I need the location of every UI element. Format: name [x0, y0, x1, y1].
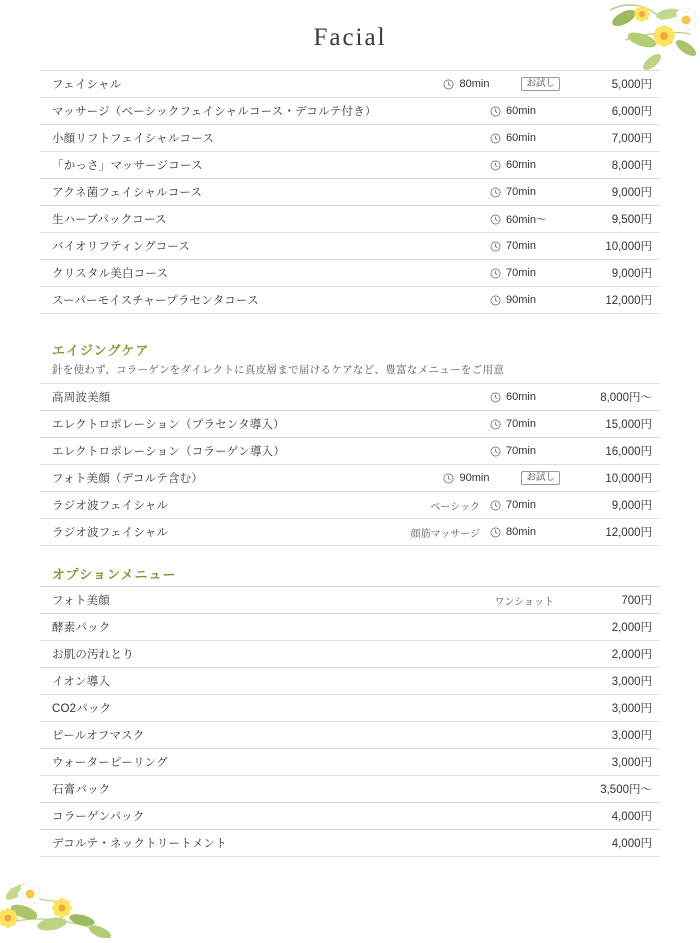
- menu-item-name: イオン導入: [52, 676, 111, 688]
- duration-text: 90min: [459, 472, 490, 484]
- clock-icon: [490, 446, 501, 457]
- menu-item-name: お肌の汚れとり: [52, 649, 134, 661]
- menu-item-price: 3,500円〜: [600, 784, 652, 796]
- duration-text: 70min: [506, 499, 536, 511]
- menu-row[interactable]: [40, 722, 660, 749]
- menu-item-price: 9,500円: [611, 214, 652, 226]
- menu-item-price: 3,000円: [611, 730, 652, 742]
- menu-section-facial: [40, 70, 660, 314]
- menu-row[interactable]: [40, 695, 660, 722]
- menu-row[interactable]: [40, 125, 660, 152]
- clock-icon: [490, 187, 501, 198]
- menu-item-name: 生ハーブパックコース: [52, 214, 167, 226]
- menu-section-aging-care: [40, 340, 660, 546]
- trial-badge: お試し: [521, 471, 560, 485]
- menu-item-name: ラジオ波フェイシャル: [52, 527, 169, 539]
- menu-item-name: 「かっさ」マッサージコース: [52, 160, 203, 172]
- menu-item-name: ラジオ波フェイシャル: [52, 500, 169, 512]
- menu-item-name: CO2パック: [52, 703, 112, 715]
- clock-icon: [490, 500, 501, 511]
- menu-item-price: 4,000円: [611, 811, 652, 823]
- menu-row[interactable]: [40, 749, 660, 776]
- menu-item-price: 5,000円: [611, 79, 652, 91]
- menu-item-name: 小顔リフトフェイシャルコース: [52, 133, 215, 145]
- clock-icon: [443, 473, 454, 484]
- menu-item-name: マッサージ（ベーシックフェイシャルコース・デコルテ付き）: [52, 106, 377, 118]
- clock-icon: [490, 106, 501, 117]
- menu-item-duration: [490, 267, 568, 279]
- menu-row[interactable]: [40, 206, 660, 233]
- menu-item-name: フォト美顔（デコルテ含む）: [52, 473, 204, 485]
- menu-item-price: 3,000円: [611, 703, 652, 715]
- menu-item-price: 3,000円: [611, 757, 652, 769]
- duration-text: 70min: [506, 418, 536, 430]
- menu-item-price: 9,000円: [611, 268, 652, 280]
- menu-item-duration: [490, 211, 568, 227]
- menu-row[interactable]: [40, 411, 660, 438]
- duration-text: 70min: [506, 186, 536, 198]
- duration-text: 60min: [506, 159, 536, 171]
- menu-row[interactable]: [40, 438, 660, 465]
- clock-icon: [490, 133, 501, 144]
- menu-row[interactable]: [40, 519, 660, 546]
- menu-row[interactable]: [40, 152, 660, 179]
- menu-item-name: アクネ菌フェイシャルコース: [52, 187, 203, 199]
- menu-table: [40, 586, 660, 857]
- menu-item-duration: [490, 391, 568, 403]
- duration-text: 60min: [506, 391, 536, 403]
- menu-row[interactable]: [40, 71, 660, 98]
- duration-text: 60min: [506, 132, 536, 144]
- menu-item-price: 12,000円: [605, 527, 652, 539]
- menu-item-duration: [490, 294, 568, 306]
- menu-item-name: ウォーターピーリング: [52, 757, 168, 769]
- duration-text: 70min: [506, 445, 536, 457]
- duration-text: 70min: [506, 267, 536, 279]
- menu-item-duration: [490, 240, 568, 252]
- menu-item-note: 顔筋マッサージ: [410, 528, 480, 540]
- menu-item-duration: [490, 526, 568, 538]
- menu-item-price: 8,000円: [611, 160, 652, 172]
- page-title: Facial: [313, 24, 387, 51]
- section-heading: エイジングケア: [52, 343, 150, 358]
- menu-item-name: エレクトロポレーション（プラセンタ導入）: [52, 419, 285, 431]
- menu-item-price: 4,000円: [611, 838, 652, 850]
- menu-item-price: 2,000円: [611, 622, 652, 634]
- menu-item-price: 700円: [621, 595, 652, 607]
- duration-text: 90min: [506, 294, 536, 306]
- menu-item-name: フェイシャル: [52, 79, 122, 91]
- duration-text: 80min: [506, 526, 536, 538]
- clock-icon: [490, 160, 501, 171]
- section-heading: オプションメニュー: [52, 567, 177, 582]
- menu-item-name: ピールオフマスク: [52, 730, 145, 742]
- clock-icon: [490, 295, 501, 306]
- menu-item-duration: [490, 499, 568, 511]
- menu-row[interactable]: [40, 614, 660, 641]
- menu-row[interactable]: [40, 465, 660, 492]
- menu-row[interactable]: [40, 803, 660, 830]
- menu-item-name: デコルテ・ネックトリートメント: [52, 838, 227, 850]
- menu-row[interactable]: [40, 98, 660, 125]
- clock-icon: [443, 79, 454, 90]
- clock-icon: [490, 419, 501, 430]
- menu-item-name: コラーゲンパック: [52, 811, 145, 823]
- menu-item-duration: [490, 445, 568, 457]
- menu-row[interactable]: [40, 233, 660, 260]
- menu-item-name: 高周波美顔: [52, 392, 111, 404]
- menu-row[interactable]: [40, 287, 660, 314]
- duration-text: 70min: [506, 240, 536, 252]
- menu-item-price: 9,000円: [611, 187, 652, 199]
- menu-item-duration: [490, 105, 568, 117]
- menu-item-duration: [490, 418, 568, 430]
- menu-item-duration: [490, 159, 568, 171]
- menu-row[interactable]: [40, 179, 660, 206]
- menu-row[interactable]: [40, 830, 660, 857]
- menu-item-price: 12,000円: [605, 295, 652, 307]
- menu-item-price: 10,000円: [605, 473, 652, 485]
- menu-item-duration: [490, 186, 568, 198]
- menu-item-duration: [443, 472, 521, 484]
- menu-item-name: フォト美顔: [52, 595, 110, 607]
- menu-table: [40, 383, 660, 546]
- clock-icon: [490, 392, 501, 403]
- menu-section-option-menu: [40, 564, 660, 857]
- menu-item-name: エレクトロポレーション（コラーゲン導入）: [52, 446, 286, 458]
- trial-badge: お試し: [521, 77, 560, 91]
- menu-item-price: 3,000円: [611, 676, 652, 688]
- duration-text: 60min〜: [506, 214, 547, 226]
- menu-item-duration: [490, 132, 568, 144]
- section-description: 針を使わず、コラーゲンをダイレクトに真皮層まで届けるケアなど、豊富なメニューをご用意: [52, 364, 505, 376]
- menu-item-price: 6,000円: [611, 106, 652, 118]
- menu-table: [40, 70, 660, 314]
- menu-item-price: 2,000円: [611, 649, 652, 661]
- clock-icon: [490, 214, 501, 225]
- menu-item-duration: [443, 78, 521, 90]
- menu-sections: [40, 70, 660, 857]
- menu-item-name: バイオリフティングコース: [52, 241, 191, 253]
- menu-row[interactable]: [40, 492, 660, 519]
- duration-text: 60min: [506, 105, 536, 117]
- menu-item-price: 15,000円: [605, 419, 652, 431]
- menu-row[interactable]: [40, 384, 660, 411]
- menu-item-name: 石膏パック: [52, 784, 111, 796]
- menu-row[interactable]: [40, 668, 660, 695]
- menu-item-name: スーパーモイスチャープラセンタコース: [52, 295, 259, 307]
- menu-item-price: 9,000円: [611, 500, 652, 512]
- clock-icon: [490, 527, 501, 538]
- clock-icon: [490, 268, 501, 279]
- menu-row[interactable]: [40, 641, 660, 668]
- menu-item-price: 8,000円〜: [600, 392, 652, 404]
- menu-item-name: 酵素パック: [52, 622, 111, 634]
- clock-icon: [490, 241, 501, 252]
- menu-item-note: ワンショット: [494, 596, 554, 608]
- menu-item-price: 16,000円: [605, 446, 652, 458]
- menu-item-name: クリスタル美白コース: [52, 268, 169, 280]
- menu-item-price: 7,000円: [611, 133, 652, 145]
- menu-row[interactable]: [40, 776, 660, 803]
- menu-item-note: ベーシック: [430, 501, 480, 513]
- menu-item-price: 10,000円: [605, 241, 652, 253]
- duration-text: 80min: [459, 78, 490, 90]
- menu-row[interactable]: [40, 260, 660, 287]
- menu-row[interactable]: [40, 587, 660, 614]
